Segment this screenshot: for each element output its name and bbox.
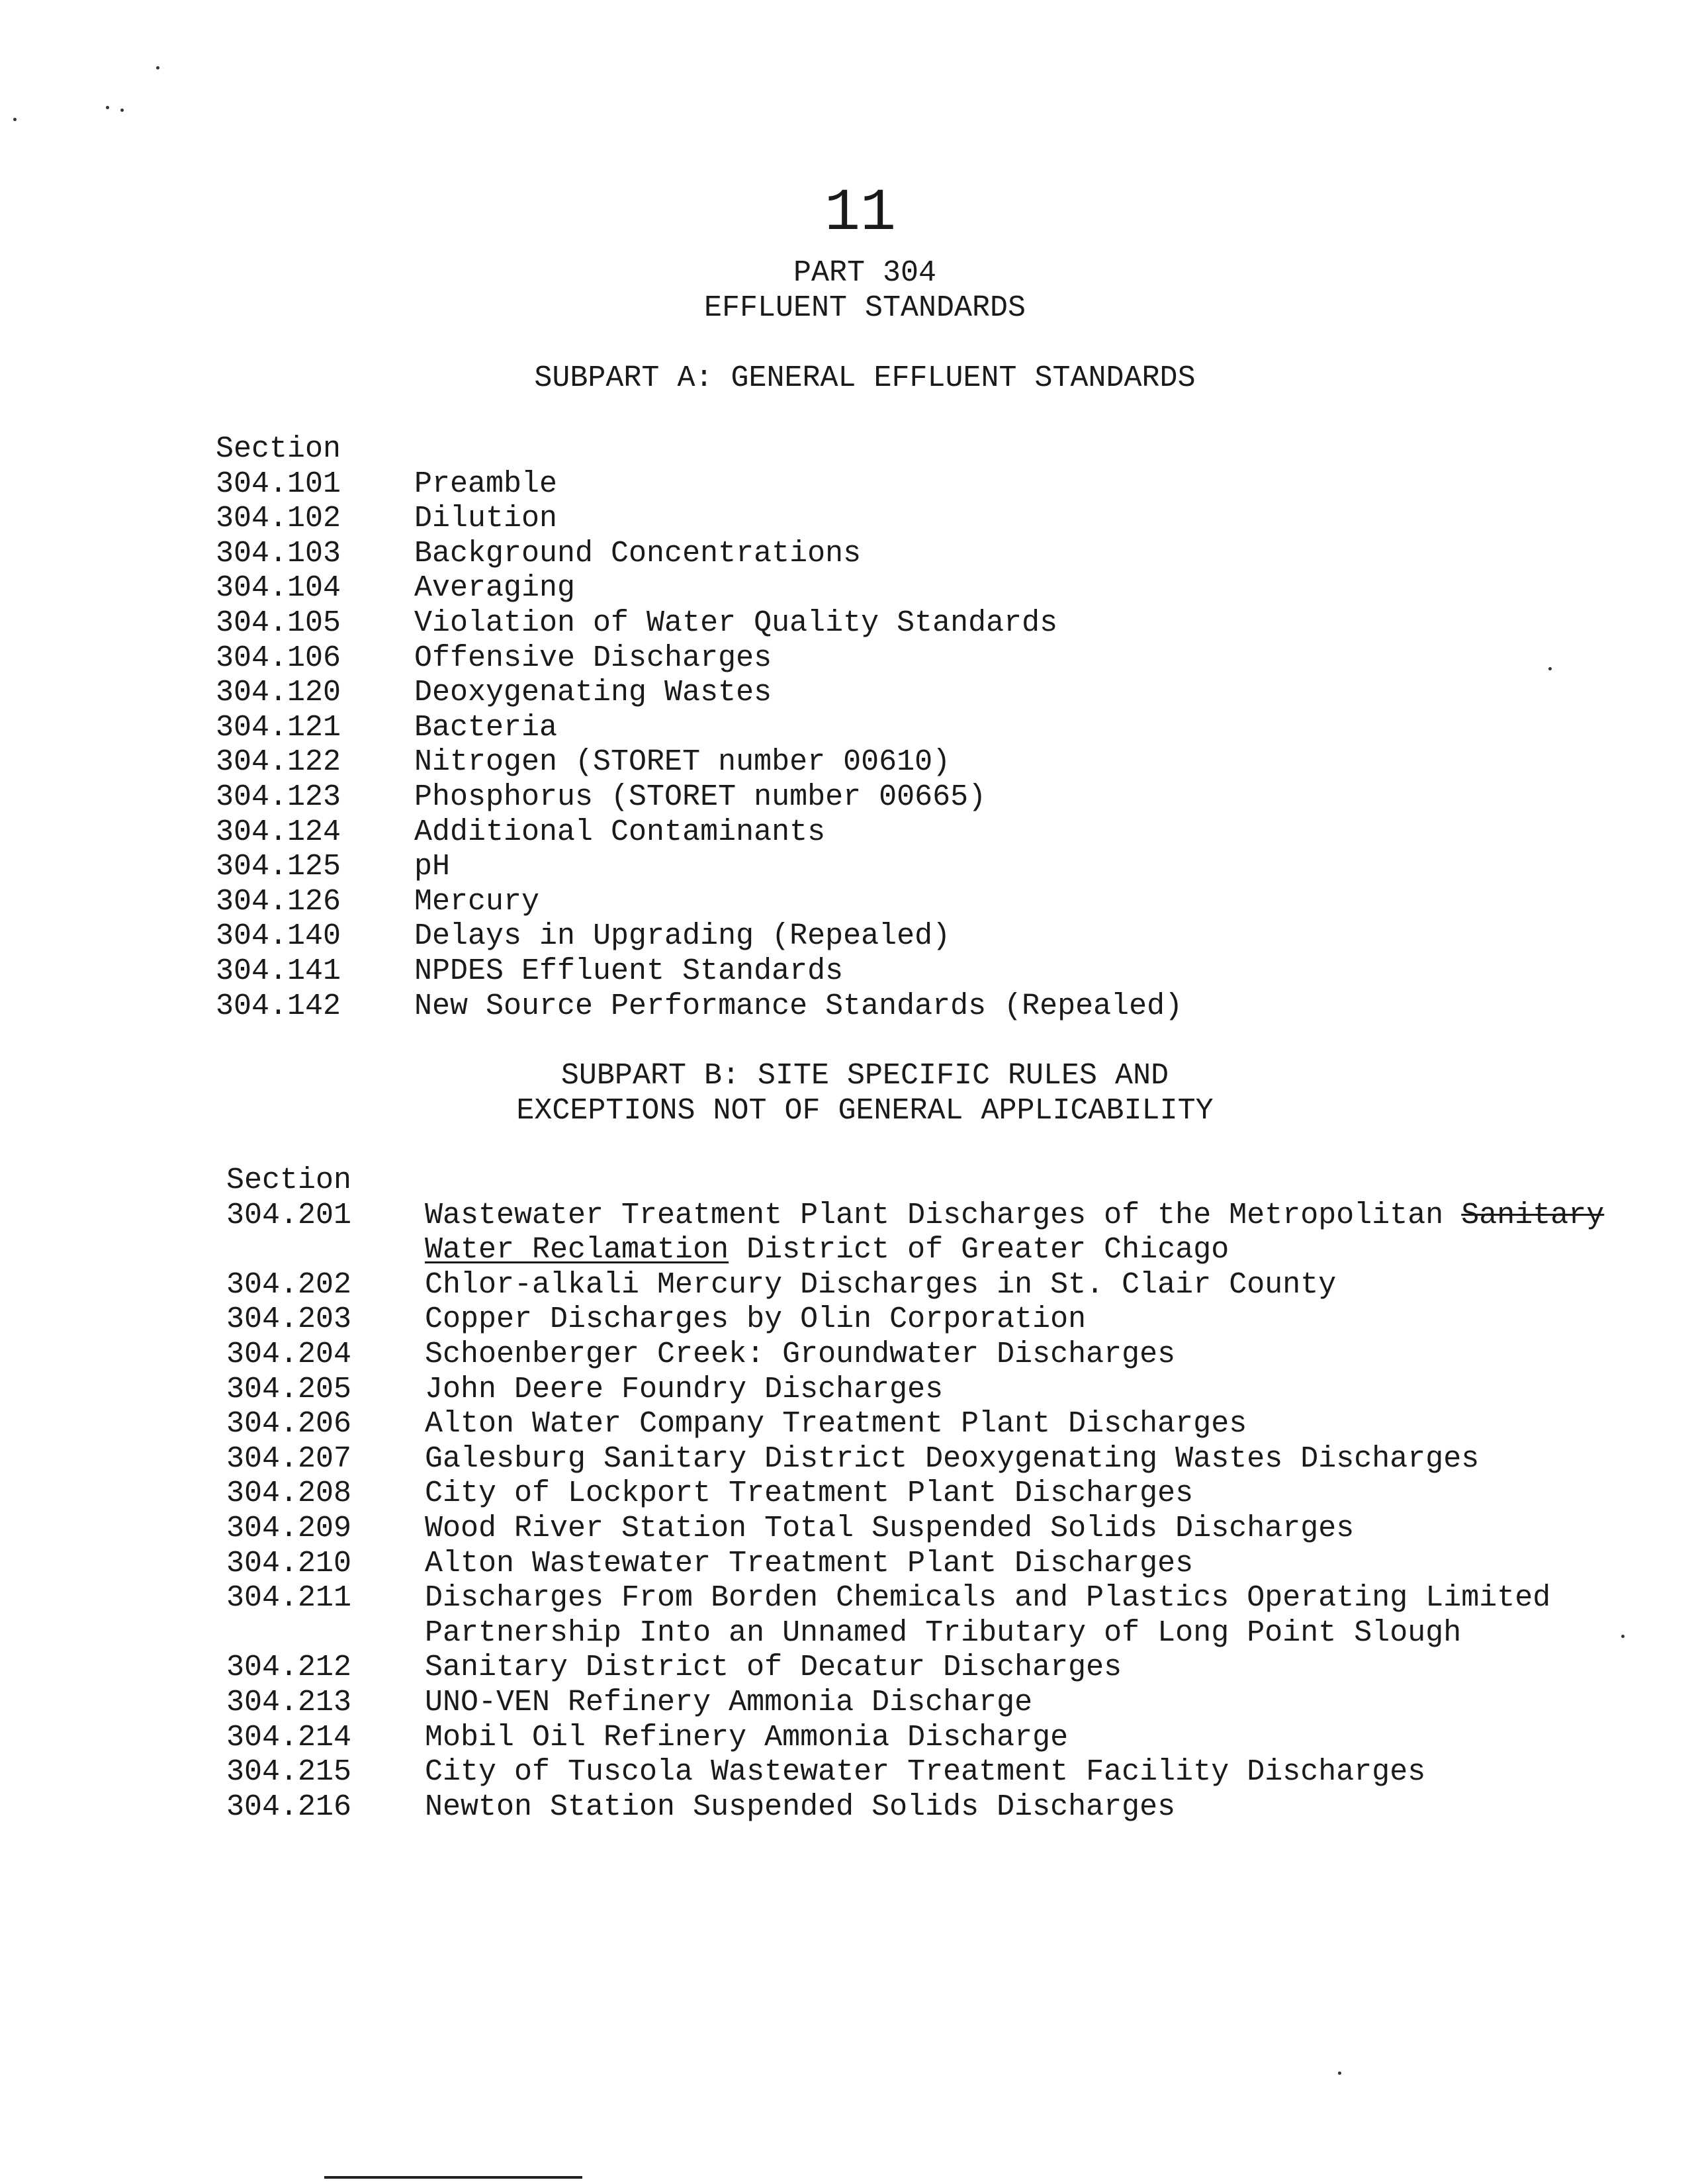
part-heading (0, 256, 1694, 326)
section-title: New Source Performance Standards (Repealed) (414, 989, 1183, 1023)
toc-entry (226, 1407, 1629, 1442)
toc-entry (216, 954, 1619, 989)
section-title: Nitrogen (STORET number 00610) (414, 745, 951, 780)
toc-entry (216, 989, 1619, 1024)
toc-entry (226, 1755, 1629, 1790)
section-number: 304.124 (216, 815, 341, 849)
section-column-header: Section (216, 432, 341, 466)
toc-entry (216, 571, 1619, 606)
section-number: 304.106 (216, 641, 341, 675)
scan-speck (156, 66, 159, 69)
section-title: Background Concentrations (414, 536, 862, 570)
toc-entry (226, 1721, 1629, 1756)
section-number: 304.102 (216, 502, 341, 536)
bottom-scan-rule (324, 2176, 582, 2179)
toc-entry (216, 745, 1619, 780)
toc-entry (216, 711, 1619, 746)
toc-entry (216, 537, 1619, 572)
toc-entry (216, 919, 1619, 954)
section-number: 304.125 (216, 850, 341, 884)
section-title: Dilution (414, 502, 558, 536)
subpart-a-heading: SUBPART A: GENERAL EFFLUENT STANDARDS (534, 361, 1196, 395)
section-title: Delays in Upgrading (Repealed) (414, 919, 951, 954)
section-title-end: District of Greater Chicago (746, 1233, 1229, 1267)
toc-entry (226, 1581, 1629, 1651)
section-title: Averaging (414, 571, 576, 606)
section-number: 304.209 (226, 1511, 352, 1545)
section-number: 304.212 (226, 1651, 352, 1685)
section-number: 304.202 (226, 1267, 352, 1302)
section-number: 304.123 (216, 780, 341, 814)
subpart-b-heading (0, 1059, 1694, 1128)
section-title: John Deere Foundry Discharges (425, 1372, 944, 1406)
section-title: Wood River Station Total Suspended Solids Discharges (425, 1511, 1355, 1545)
section-title: Chlor-alkali Mercury Discharges in St. Clair County (425, 1267, 1337, 1302)
section-number: 304.141 (216, 954, 341, 988)
section-number: 304.213 (226, 1685, 352, 1719)
section-title: Alton Wastewater Treatment Plant Discharges (425, 1546, 1194, 1580)
scan-speck (1338, 2071, 1341, 2075)
section-title: pH (414, 850, 451, 884)
section-title: Alton Water Company Treatment Plant Discharges (425, 1407, 1247, 1441)
toc-entry (216, 467, 1619, 502)
toc-entry (226, 1790, 1629, 1825)
section-number: 304.105 (216, 606, 341, 640)
toc-entry (226, 1477, 1629, 1512)
page-number: 11 (824, 180, 897, 248)
subpart-b-heading-line1: SUBPART B: SITE SPECIFIC RULES AND (560, 1059, 1169, 1093)
scan-speck (13, 118, 17, 121)
section-title: Deoxygenating Wastes (414, 676, 772, 710)
struck-text: Sanitary (1461, 1198, 1605, 1232)
section-title: Mercury (414, 884, 540, 919)
section-number: 304.204 (226, 1337, 352, 1371)
section-number: 304.201 (226, 1198, 352, 1232)
section-number: 304.203 (226, 1302, 352, 1337)
section-title: Phosphorus (STORET number 00665) (414, 780, 987, 814)
section-title: Copper Discharges by Olin Corporation (425, 1302, 1087, 1337)
toc-entry (216, 885, 1619, 920)
section-title: Schoenberger Creek: Groundwater Discharges (425, 1337, 1176, 1371)
section-title-start: Wastewater Treatment Plant Discharges of the Metropolitan (425, 1198, 1444, 1232)
section-column-header: Section (226, 1163, 352, 1197)
part-title: EFFLUENT STANDARDS (703, 291, 1026, 325)
section-number: 304.140 (216, 919, 341, 954)
section-number: 304.121 (216, 710, 341, 745)
section-number: 304.208 (226, 1477, 352, 1511)
toc-entry (226, 1302, 1629, 1338)
section-title: Discharges From Borden Chemicals and Plastics Operating Limited Partnership Into an Unnamed Tributary of Long Point Slough (425, 1581, 1551, 1650)
section-number: 304.211 (226, 1581, 352, 1615)
section-number: 304.205 (226, 1372, 352, 1406)
section-number: 304.120 (216, 676, 341, 710)
section-number: 304.101 (216, 467, 341, 501)
section-number: 304.103 (216, 536, 341, 570)
section-title: Violation of Water Quality Standards (414, 606, 1058, 640)
toc-entry (216, 641, 1619, 676)
part-number: PART 304 (793, 256, 937, 290)
toc-entry (216, 606, 1619, 641)
section-number: 304.207 (226, 1441, 352, 1476)
toc-entry (226, 1199, 1629, 1268)
toc-entry (216, 502, 1619, 537)
section-number: 304.104 (216, 571, 341, 606)
scan-speck (120, 109, 124, 112)
section-number: 304.122 (216, 745, 341, 780)
section-title: Mobil Oil Refinery Ammonia Discharge (425, 1720, 1069, 1754)
section-title: City of Tuscola Wastewater Treatment Facility Discharges (425, 1755, 1426, 1790)
toc-entry (226, 1651, 1629, 1686)
section-title: Preamble (414, 467, 558, 501)
subpart-a-section-list (216, 432, 1619, 1024)
section-title: City of Lockport Treatment Plant Discharges (425, 1477, 1194, 1511)
section-title: Newton Station Suspended Solids Discharges (425, 1790, 1176, 1824)
section-number: 304.215 (226, 1755, 352, 1790)
section-title: Galesburg Sanitary District Deoxygenating Wastes Discharges (425, 1441, 1480, 1476)
section-title: UNO-VEN Refinery Ammonia Discharge (425, 1685, 1033, 1719)
subpart-b-heading-line2: EXCEPTIONS NOT OF GENERAL APPLICABILITY (516, 1093, 1214, 1128)
section-number: 304.210 (226, 1546, 352, 1580)
toc-entry (226, 1686, 1629, 1721)
toc-entry (216, 815, 1619, 850)
toc-entry (216, 850, 1619, 885)
toc-entry (226, 1512, 1629, 1547)
toc-entry (226, 1268, 1629, 1303)
section-number: 304.206 (226, 1407, 352, 1441)
subpart-b-section-list (226, 1163, 1629, 1825)
section-title: Sanitary District of Decatur Discharges (425, 1651, 1122, 1685)
inserted-text: Water Reclamation (425, 1233, 729, 1267)
section-number: 304.126 (216, 884, 341, 919)
section-title (425, 1199, 1629, 1268)
section-title: Bacteria (414, 710, 558, 745)
section-title: Offensive Discharges (414, 641, 772, 675)
scan-speck (106, 106, 109, 109)
toc-entry (226, 1338, 1629, 1373)
section-number: 304.216 (226, 1790, 352, 1824)
toc-entry (216, 676, 1619, 711)
section-number: 304.142 (216, 989, 341, 1023)
section-title: NPDES Effluent Standards (414, 954, 844, 988)
section-title: Additional Contaminants (414, 815, 826, 849)
section-number: 304.214 (226, 1720, 352, 1754)
toc-entry (226, 1373, 1629, 1408)
toc-entry (226, 1442, 1629, 1477)
toc-entry (226, 1547, 1629, 1582)
toc-entry (216, 780, 1619, 815)
